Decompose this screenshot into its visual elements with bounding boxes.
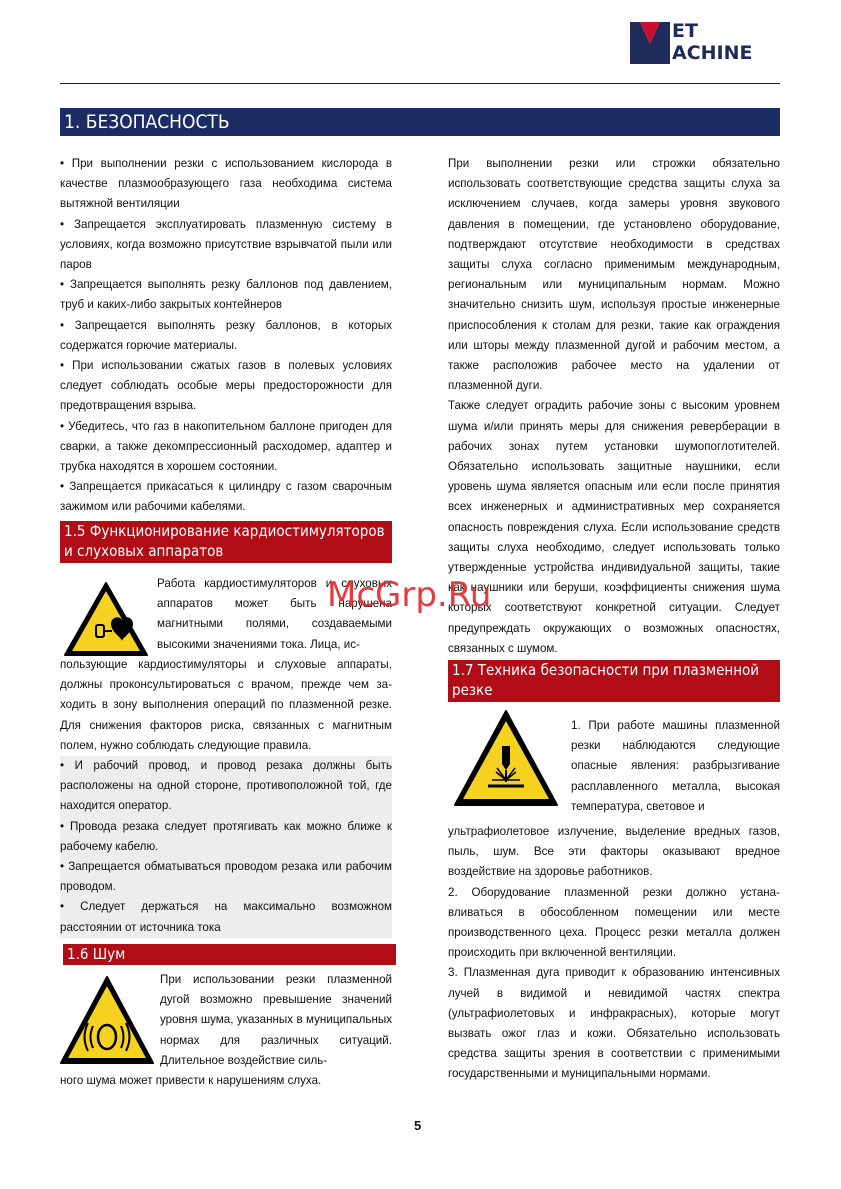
rule-item: • И рабочий провод, и провод резака должны быть расположены на одной стороне, противоположной той, где находится оператор. xyxy=(60,759,392,813)
section-title-1-7: 1.7 Техника безопасности при плазменной резке xyxy=(448,660,780,702)
left-column-bullets xyxy=(60,154,392,518)
rule-item: • Запрещается обматываться проводом резака или рабочим проводом. xyxy=(60,860,392,894)
bullet-item: • Запрещается выполнять резку баллонов, в которых содержатся горючие материалы. xyxy=(60,318,392,352)
section-title-1-6: 1.6 Шум xyxy=(63,944,396,965)
bullet-item: • Убедитесь, что газ в накопительном баллоне пригоден для сварки, а также декомпрессионный расходомер, адаптер и трубка находятся в хорошем состоянии. xyxy=(60,419,392,474)
pacemaker-warning-icon xyxy=(62,580,150,658)
bullet-item: • При использовании сжатых газов в полевых условиях следует соблюдать особые меры предосторожности для предотвращения взрыва. xyxy=(60,359,392,413)
sec15-body: пользующие кардиостимуляторы и слуховые аппараты, должны проконсультироваться с врачом, прежде чем за-ходить в зону выполнения операций по плазменной резке. Для снижения факторов риска, связанных с магнитным полем, нужно соблюдать следующие правила. xyxy=(60,658,392,752)
paragraph: При выполнении резки или строжки обязательно использовать соответствующие средства защиты слуха за исключением случаев, когда замеры уровня звукового давления в помещении, где установлено оборудование, подтверждают отсутствие необходимости в средствах защиты слуха согласно применимым международным, региональным или муниципальным нормам. Можно значительно снизить шум, используя простые инженерные приспособления к столам для резки, такие как ограждения или шторы между плазменной дугой и рабочим местом, а также расположив рабочее место на удалении от плазменной дуги. xyxy=(448,157,780,393)
plasma-cutting-warning-icon xyxy=(452,708,560,808)
page-number: 5 xyxy=(414,1118,422,1133)
bullet-item: • При выполнении резки с использованием кислорода в качестве плазмообразующего газа необходима система вытяжной вентиляции xyxy=(60,157,392,211)
sec16-intro: При использовании резки плазменной дугой возможно превышение значений уровня шума, указанных в муниципальных нормах для различных ситуаций. Длительное воздействие силь- xyxy=(160,973,392,1067)
bullet-item: • Запрещается выполнять резку баллонов под давлением, труб и каких-либо закрытых контейнеров xyxy=(60,278,392,312)
list-item: ультрафиолетовое излучение, выделение вредных газов, пыль, шум. Все эти факторы оказывают вредное воздействие на здоровье работников. xyxy=(448,825,780,879)
sec17-items xyxy=(448,822,780,1085)
header-divider xyxy=(60,83,780,84)
right-column-noise-text xyxy=(448,154,780,659)
logo-mark-icon xyxy=(630,22,670,64)
bullet-item: • Запрещается прикасаться к цилиндру с газом сварочным зажимом или рабочими кабелями. xyxy=(60,480,392,514)
sec15-rules xyxy=(60,756,392,938)
watermark: McGrp.Ru xyxy=(327,575,492,615)
noise-warning-icon xyxy=(58,974,156,1066)
paragraph: Также следует оградить рабочие зоны с высоким уровнем шума и/или принять меры для снижения реверберации в рабочих зонах путем установки шумопоглотителей. Обязательно использовать защитные наушники, если уровень шума является опасным или если после принятия всех инженерных и административных мер сохраняется опасность повреждения слуха. Если использование средств защиты слуха необходимо, следует использовать только утвержденные устройства индивидуальной защиты, такие как наушники или беруши, коэффициенты снижения шума которых соответствуют конкретной ситуации. Следует предупреждать окружающих о возможных опасностях, связанных с шумом. xyxy=(448,399,780,655)
rule-item: • Следует держаться на максимально возможном расстоянии от источника тока xyxy=(60,900,392,934)
logo-line2: ACHINE xyxy=(672,42,753,64)
sec16-tail: ного шума может привести к нарушениям слуха. xyxy=(60,1074,322,1087)
sec15-intro: Работа кардиостимуляторов и слуховых аппаратов может быть нарушена магнитными полями, создаваемыми высокими значениями тока. Лица, ис- xyxy=(157,577,392,651)
list-item: 2. Оборудование плазменной резки должно устана-вливаться в обособленном помещении или месте производственного цеха. Процесс резки металла должен происходить при включенной вентиляции. xyxy=(448,885,780,960)
sec17-intro: 1. При работе машины плазменной резки наблюдаются следующие опасные явления: разбрызгивание расплавленного металла, высокая температура, световое и xyxy=(571,719,780,813)
page-title: 1. БЕЗОПАСНОСТЬ xyxy=(60,108,780,136)
bullet-item: • Запрещается эксплуатировать плазменную систему в условиях, когда возможно присутствие взрывчатой пыли или паров xyxy=(60,217,392,272)
section-title-1-5: 1.5 Функционирование кардиостимуляторов и слуховых аппаратов xyxy=(60,521,392,563)
rule-item: • Провода резака следует протягивать как можно ближе к рабочему кабелю. xyxy=(60,819,392,853)
logo-line1: ET xyxy=(672,20,698,42)
list-item: 3. Плазменная дуга приводит к образованию интенсивных лучей в видимой и невидимой частях спектра (ультрафиолетовых и инфракрасных), которые могут вызвать ожог глаз и кожи. Обязательно использовать средства защиты зрения в соответствии с применимыми государственными и муниципальными нормами. xyxy=(448,966,780,1081)
